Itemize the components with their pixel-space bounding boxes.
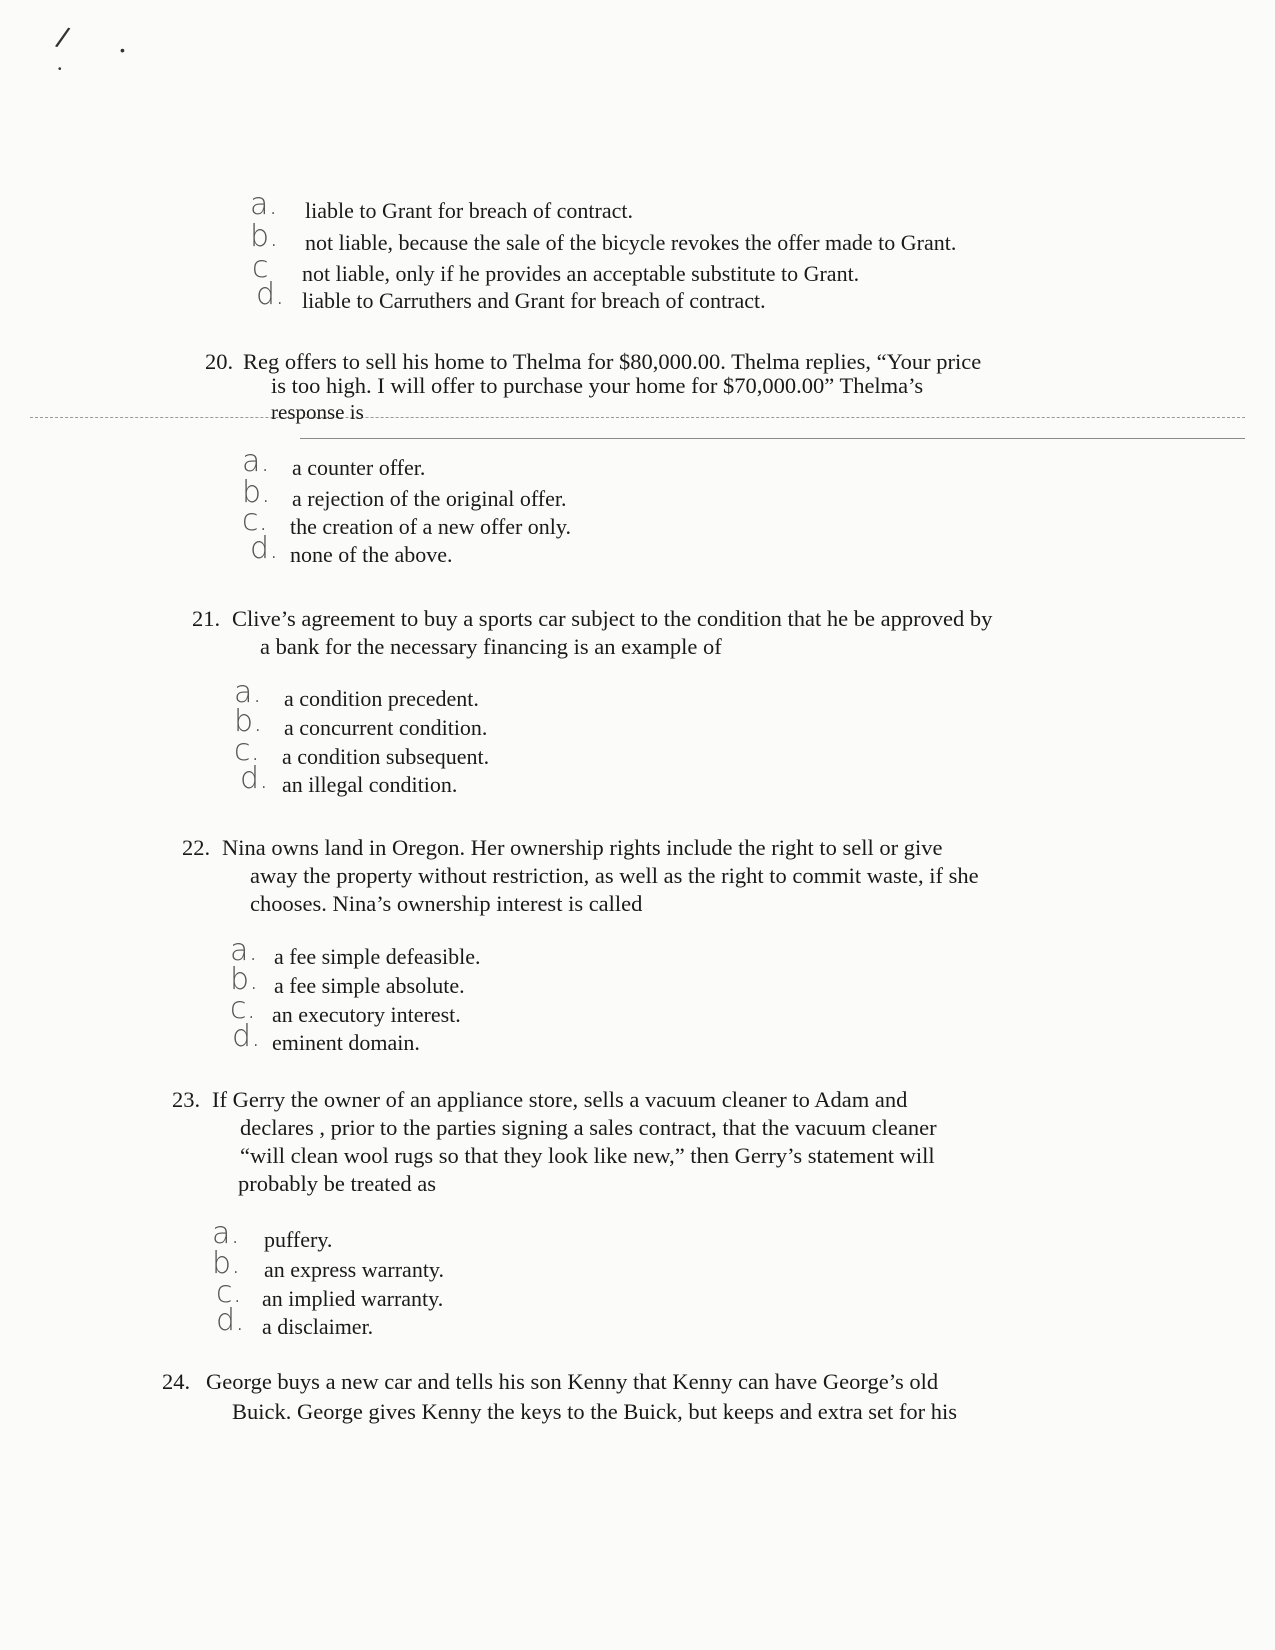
option-c[interactable]: [250, 250, 1010, 289]
handwritten-letter: b.: [250, 219, 279, 254]
option-a[interactable]: [242, 444, 662, 483]
handwritten-letter: b.: [234, 704, 263, 739]
option-a[interactable]: [230, 933, 650, 972]
question-22: [182, 834, 1022, 918]
option-text: not liable, because the sale of the bicycle revokes the offer made to Grant.: [305, 230, 957, 255]
handwritten-letter: c.: [216, 1275, 243, 1310]
handwritten-letter: a.: [212, 1216, 240, 1251]
question-21: [192, 605, 1032, 661]
option-d[interactable]: [212, 1303, 632, 1342]
option-text: none of the above.: [290, 542, 453, 567]
option-text: liable to Carruthers and Grant for breach of contract.: [302, 288, 766, 313]
option-text: a counter offer.: [292, 455, 426, 480]
question-stem-line: George buys a new car and tells his son Kenny that Kenny can have George’s old: [206, 1369, 939, 1394]
question-stem-line: probably be treated as: [238, 1171, 437, 1196]
handwritten-letter: d.: [250, 531, 279, 566]
option-d[interactable]: [230, 1019, 650, 1058]
option-text: a fee simple absolute.: [274, 973, 465, 998]
question-20: [205, 348, 1025, 428]
handwritten-letter: c.: [234, 733, 261, 768]
option-d[interactable]: [242, 531, 662, 570]
option-b[interactable]: [250, 219, 1010, 258]
handwritten-letter: d.: [232, 1019, 261, 1054]
option-d[interactable]: [250, 277, 1010, 316]
question-number: 21.: [192, 606, 221, 631]
option-b[interactable]: [230, 962, 650, 1001]
option-a[interactable]: [234, 675, 654, 714]
question-stem-line: chooses. Nina’s ownership interest is called: [250, 891, 643, 916]
option-c[interactable]: [212, 1275, 632, 1314]
handwritten-letter: d.: [256, 277, 285, 312]
option-text: a fee simple defeasible.: [274, 944, 481, 969]
option-text: a condition subsequent.: [282, 744, 490, 769]
handwritten-letter: b.: [230, 962, 259, 997]
option-text: an implied warranty.: [262, 1286, 444, 1311]
option-text: puffery.: [264, 1227, 333, 1252]
question-number: 23.: [172, 1087, 201, 1112]
option-text: not liable, only if he provides an acceptable substitute to Grant.: [302, 261, 860, 286]
handwritten-letter: c.: [230, 991, 257, 1026]
handwritten-letter: a.: [234, 675, 262, 710]
question-stem-line: Clive’s agreement to buy a sports car subject to the condition that he be approved by: [232, 606, 993, 631]
handwritten-letter: a.: [242, 444, 270, 479]
question-24: [162, 1368, 1022, 1428]
option-text: an express warranty.: [264, 1257, 444, 1282]
question-number: 24.: [162, 1369, 191, 1394]
question-number: 22.: [182, 835, 211, 860]
option-c[interactable]: [230, 991, 650, 1030]
option-a[interactable]: [212, 1216, 632, 1255]
handwritten-letter: d.: [240, 761, 269, 796]
option-text: liable to Grant for breach of contract.: [305, 198, 634, 223]
option-text: a condition precedent.: [284, 686, 479, 711]
question-stem-line: away the property without restriction, as well as the right to commit waste, if she: [250, 863, 979, 888]
option-b[interactable]: [234, 704, 654, 743]
handwritten-letter: a.: [230, 933, 258, 968]
question-stem-line: is too high. I will offer to purchase your home for $70,000.00” Thelma’s: [271, 373, 924, 398]
handwritten-letter: b.: [242, 475, 271, 510]
handwritten-letter: c: [252, 250, 269, 285]
stray-dot: •: [58, 64, 62, 75]
question-23: [172, 1086, 1022, 1198]
page-rule: [300, 438, 1245, 439]
option-text: a rejection of the original offer.: [292, 486, 567, 511]
option-a[interactable]: [250, 187, 1010, 226]
option-c[interactable]: [234, 733, 654, 772]
handwritten-letter: b.: [212, 1246, 241, 1281]
question-number: 20.: [205, 349, 234, 374]
option-text: the creation of a new offer only.: [290, 514, 571, 539]
question-stem-line: a bank for the necessary financing is an example of: [260, 634, 722, 659]
stray-dot: •: [120, 42, 125, 58]
handwritten-letter: a.: [250, 187, 278, 222]
option-text: an illegal condition.: [282, 772, 458, 797]
option-text: a concurrent condition.: [284, 715, 488, 740]
handwritten-letter: c.: [242, 503, 269, 538]
question-stem-line: Buick. George gives Kenny the keys to the Buick, but keeps and extra set for his: [232, 1399, 958, 1424]
handwritten-letter: d.: [216, 1303, 245, 1338]
question-stem-line: response is: [271, 400, 364, 424]
stray-pen-mark: /: [52, 21, 72, 56]
option-text: a disclaimer.: [262, 1314, 374, 1339]
question-stem-line: Nina owns land in Oregon. Her ownership rights include the right to sell or give: [222, 835, 943, 860]
option-c[interactable]: [242, 503, 662, 542]
question-stem-line: declares , prior to the parties signing a sales contract, that the vacuum cleaner: [240, 1115, 937, 1140]
question-stem-line: If Gerry the owner of an appliance store, sells a vacuum cleaner to Adam and: [212, 1087, 908, 1112]
option-text: an executory interest.: [272, 1002, 461, 1027]
option-b[interactable]: [212, 1246, 632, 1285]
option-b[interactable]: [242, 475, 662, 514]
option-text: eminent domain.: [272, 1030, 420, 1055]
question-stem-line: Reg offers to sell his home to Thelma for $80,000.00. Thelma replies, “Your price: [243, 349, 982, 374]
option-d[interactable]: [234, 761, 654, 800]
question-stem-line: “will clean wool rugs so that they look like new,” then Gerry’s statement will: [240, 1143, 935, 1168]
